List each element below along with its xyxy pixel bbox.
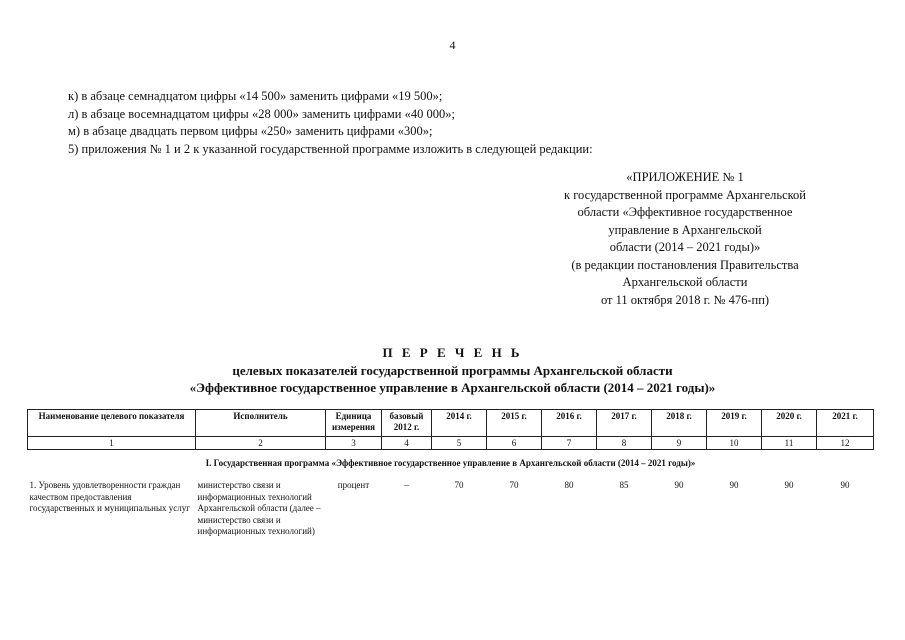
column-header: 2016 г. [542, 410, 597, 437]
annex-line: от 11 октября 2018 г. № 476-пп) [600, 292, 770, 307]
column-number: 7 [542, 437, 597, 450]
column-header: 2014 г. [432, 410, 487, 437]
table-row [28, 472, 874, 538]
indicator-name: 1. Уровень удовлетворенности граждан качеством предоставления государственных и муниципальных услуг [29, 480, 190, 513]
column-header: базовый 2012 г. [382, 410, 432, 437]
annex-line: области «Эффективное государственное [577, 205, 793, 219]
indicator-value-2017: 85 [619, 480, 629, 490]
column-header: Единица измерения [326, 410, 382, 437]
indicators-table [27, 409, 874, 538]
annex-line: Архангельской области [622, 275, 748, 289]
annex-line: управление в Архангельской [608, 222, 762, 237]
amendment-list [68, 88, 848, 158]
column-number: 11 [762, 437, 817, 450]
column-number: 10 [707, 437, 762, 450]
indicator-value-2016: 80 [564, 480, 574, 490]
column-number: 4 [382, 437, 432, 450]
indicator-value-2021: 90 [840, 480, 850, 490]
table-header-row [28, 410, 874, 437]
column-header: 2019 г. [707, 410, 762, 437]
amendment-item-l: л) в абзаце восемнадцатом цифры «28 000» заменить цифрами «40 000»; [68, 106, 455, 121]
document-title: П Е Р Е Ч Е Н Ь [382, 345, 523, 360]
column-number: 8 [597, 437, 652, 450]
column-number: 9 [652, 437, 707, 450]
annex-line: области (2014 – 2021 годы)» [609, 240, 761, 254]
amendment-item-k: к) в абзаце семнадцатом цифры «14 500» заменить цифрами «19 500»; [68, 89, 443, 103]
indicator-value-2014: 70 [454, 480, 464, 490]
column-header: 2020 г. [762, 410, 817, 437]
column-number-row [28, 437, 874, 450]
annex-line: «ПРИЛОЖЕНИЕ № 1 [626, 170, 744, 184]
column-number: 12 [817, 437, 874, 450]
annex-line: (в редакции постановления Правительства [571, 257, 799, 272]
annex-line: к государственной программе Архангельской [564, 187, 806, 202]
indicator-value-2019: 90 [729, 480, 739, 490]
column-header: 2017 г. [597, 410, 652, 437]
section-title: I. Государственная программа «Эффективное государственное управление в Архангельской области (2014 – 2021 годы)» [205, 458, 696, 468]
indicator-executor: министерство связи и информационных технологий Архангельской области (далее – министерство связи и информационных технологий) [197, 480, 321, 536]
page-number: 4 [449, 38, 456, 52]
column-number: 6 [487, 437, 542, 450]
column-header: 2018 г. [652, 410, 707, 437]
column-header: 2021 г. [817, 410, 874, 437]
indicator-base-2012: – [404, 480, 409, 490]
column-number: 2 [196, 437, 326, 450]
amendment-item-m: м) в абзаце двадцать первом цифры «250» заменить цифрами «300»; [68, 124, 433, 138]
section-row [28, 450, 874, 473]
column-number: 1 [28, 437, 196, 450]
column-number: 3 [326, 437, 382, 450]
column-number: 5 [432, 437, 487, 450]
indicator-value-2015: 70 [509, 480, 519, 490]
column-header: Исполнитель [196, 410, 326, 437]
indicator-unit: процент [337, 480, 370, 490]
program-name: «Эффективное государственное управление в Архангельской области (2014 – 2021 годы)» [189, 380, 716, 395]
indicator-value-2018: 90 [674, 480, 684, 490]
indicator-value-2020: 90 [784, 480, 794, 490]
annex-header [530, 169, 840, 309]
column-header: 2015 г. [487, 410, 542, 437]
document-heading [0, 344, 905, 396]
document-subtitle: целевых показателей государственной программы Архангельской области [232, 363, 673, 378]
amendment-item-5: 5) приложения № 1 и 2 к указанной государственной программе изложить в следующей редакции: [68, 141, 593, 156]
column-header: Наименование целевого показателя [28, 410, 196, 437]
